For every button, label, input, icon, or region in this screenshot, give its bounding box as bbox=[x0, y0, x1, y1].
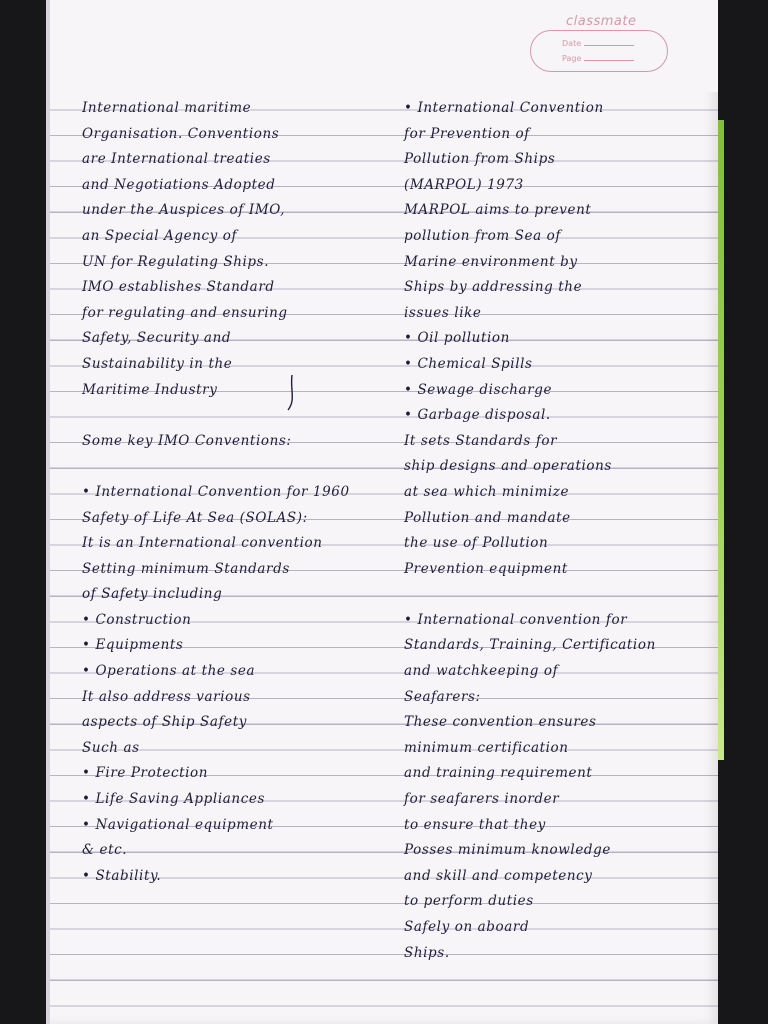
left-note-line: • Construction bbox=[82, 611, 192, 628]
left-note-line: Maritime Industry bbox=[82, 381, 218, 398]
right-note-line: the use of Pollution bbox=[404, 535, 549, 552]
left-note-line: Some key IMO Conventions: bbox=[82, 432, 292, 449]
left-note-line: • Fire Protection bbox=[82, 765, 209, 782]
right-note-line: It sets Standards for bbox=[404, 432, 558, 449]
left-note-line: IMO establishes Standard bbox=[82, 279, 275, 296]
left-note-line: • Equipments bbox=[82, 637, 184, 654]
right-note-line: MARPOL aims to prevent bbox=[404, 202, 592, 219]
right-note-line: Pollution and mandate bbox=[404, 509, 571, 526]
right-note-line: • International Convention bbox=[404, 100, 604, 116]
left-note-line: an Special Agency of bbox=[82, 227, 238, 244]
right-note-line: and training requirement bbox=[404, 765, 593, 782]
right-note-line: Ships. bbox=[404, 944, 450, 961]
right-note-line: • Sewage discharge bbox=[404, 381, 553, 398]
left-note-line: International maritime bbox=[82, 100, 252, 116]
stamp-date-label: Date bbox=[562, 39, 582, 48]
left-note-line: Such as bbox=[82, 739, 140, 756]
left-note-line: Organisation. Conventions bbox=[82, 125, 280, 142]
left-note-line: UN for Regulating Ships. bbox=[82, 253, 270, 270]
right-note-line: to ensure that they bbox=[404, 816, 546, 833]
handwritten-squiggle bbox=[262, 370, 322, 470]
right-note-line: Marine environment by bbox=[404, 253, 578, 270]
right-note-line: Ships by addressing the bbox=[404, 279, 583, 296]
left-note-line: are International treaties bbox=[82, 151, 271, 168]
left-note-line: Sustainability in the bbox=[82, 355, 233, 372]
left-note-line: It is an International convention bbox=[82, 535, 323, 552]
left-note-line: under the Auspices of IMO, bbox=[82, 202, 286, 219]
right-note-line: to perform duties bbox=[404, 893, 534, 910]
left-note-line: & etc. bbox=[82, 842, 128, 859]
right-note-line: minimum certification bbox=[404, 739, 569, 756]
left-note-line: aspects of Ship Safety bbox=[82, 714, 247, 731]
right-notes-column bbox=[404, 96, 656, 966]
right-note-line: These convention ensures bbox=[404, 714, 597, 731]
left-note-line: • International Convention for 1960 bbox=[82, 483, 350, 500]
right-note-line: • Garbage disposal. bbox=[404, 407, 551, 424]
right-note-line: and skill and competency bbox=[404, 867, 593, 884]
right-note-line bbox=[404, 582, 656, 608]
right-note-line: • Chemical Spills bbox=[404, 355, 533, 372]
right-note-line: Prevention equipment bbox=[404, 560, 568, 577]
right-note-line: for seafarers inorder bbox=[404, 791, 560, 808]
stamp-frame bbox=[530, 30, 668, 72]
left-note-line: Setting minimum Standards bbox=[82, 560, 290, 577]
right-note-line: • International convention for bbox=[404, 611, 628, 628]
left-note-line: Safety of Life At Sea (SOLAS): bbox=[82, 509, 308, 526]
right-note-line: Seafarers: bbox=[404, 688, 481, 705]
left-note-line: for regulating and ensuring bbox=[82, 304, 288, 321]
right-note-line: issues like bbox=[404, 304, 482, 321]
right-note-line: Safely on aboard bbox=[404, 919, 530, 935]
left-note-line: and Negotiations Adopted bbox=[82, 176, 276, 193]
right-note-line: pollution from Sea of bbox=[404, 227, 561, 244]
right-note-line: for Prevention of bbox=[404, 125, 530, 142]
right-note-line: and watchkeeping of bbox=[404, 663, 559, 680]
left-note-line: • Life Saving Appliances bbox=[82, 791, 265, 808]
stamp-page-line bbox=[562, 54, 634, 63]
left-note-line: • Navigational equipment bbox=[82, 816, 274, 833]
page-binding-edge bbox=[46, 0, 50, 1024]
left-note-line: • Operations at the sea bbox=[82, 663, 256, 680]
right-note-line: Standards, Training, Certification bbox=[404, 637, 656, 654]
left-note-line: Safety, Security and bbox=[82, 330, 232, 347]
next-page-edge bbox=[718, 120, 724, 760]
left-note-line: It also address various bbox=[82, 688, 251, 705]
right-note-line: at sea which minimize bbox=[404, 483, 570, 500]
stamp-brand: classmate bbox=[566, 14, 637, 29]
right-note-line: Posses minimum knowledge bbox=[404, 842, 611, 859]
left-note-line: • Stability. bbox=[82, 867, 162, 884]
stamp-page-label: Page bbox=[562, 54, 582, 63]
left-notes-column bbox=[82, 96, 350, 889]
stamp-date-line bbox=[562, 39, 634, 48]
right-note-line: ship designs and operations bbox=[404, 458, 612, 475]
right-note-line: Pollution from Ships bbox=[404, 151, 556, 168]
right-note-line: • Oil pollution bbox=[404, 330, 510, 347]
right-note-line: (MARPOL) 1973 bbox=[404, 176, 524, 193]
left-note-line: of Safety including bbox=[82, 586, 223, 603]
classmate-date-stamp bbox=[526, 14, 674, 76]
